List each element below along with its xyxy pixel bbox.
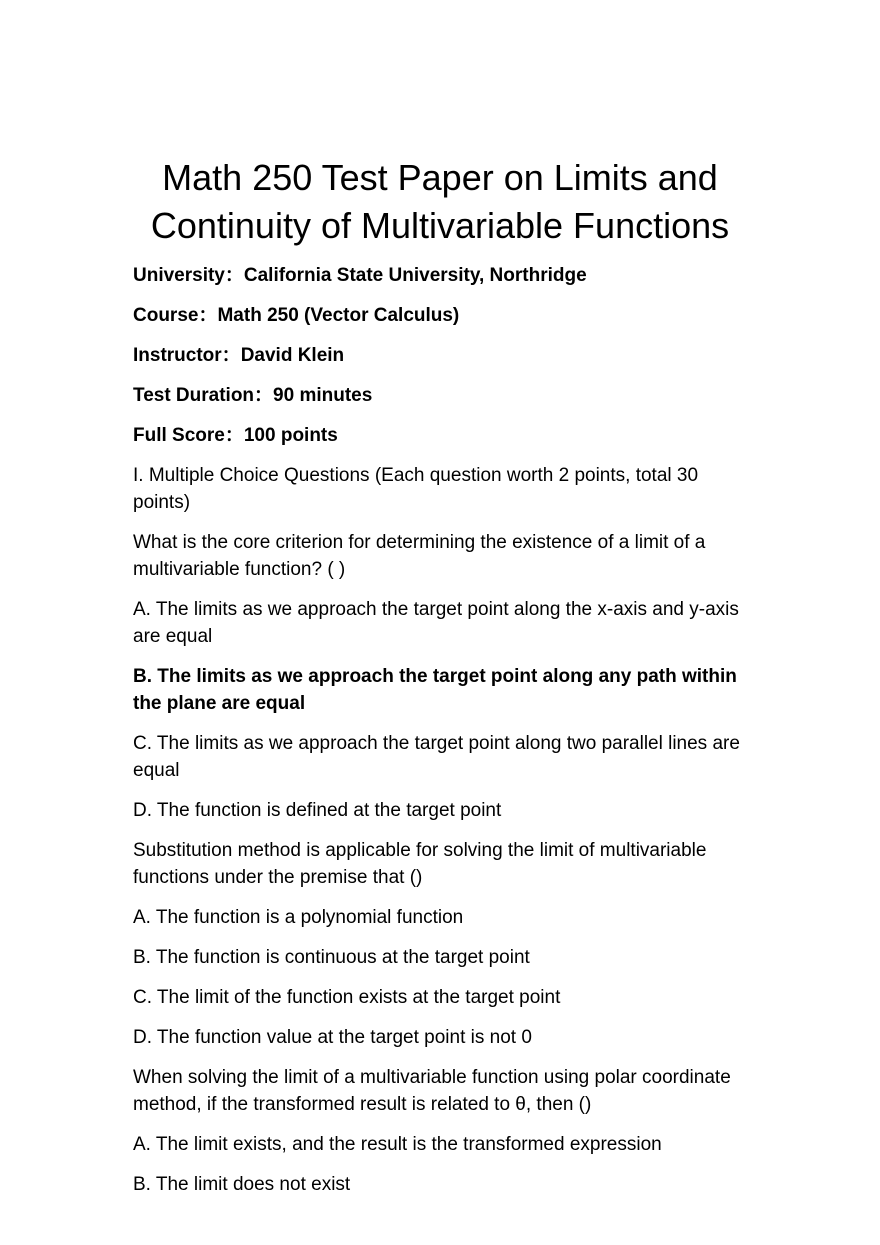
title-line-2: Continuity of Multivariable Functions bbox=[150, 205, 730, 246]
meta-value: California State University, Northridge bbox=[243, 265, 587, 286]
question-1-option-d: D. The function is defined at the target point bbox=[133, 800, 502, 821]
question-2-option-d: D. The function value at the target point is not 0 bbox=[133, 1027, 532, 1048]
meta-full-score bbox=[133, 422, 758, 449]
meta-university bbox=[133, 262, 758, 289]
question-2-option-b: B. The function is continuous at the target point bbox=[133, 947, 530, 968]
question-3-stem: When solving the limit of a multivariable function using polar coordinate method, if the transformed result is related to θ, then () bbox=[133, 1067, 731, 1115]
meta-course bbox=[133, 302, 758, 329]
meta-duration bbox=[133, 382, 758, 409]
page-title bbox=[100, 154, 780, 250]
question-3-option-a: A. The limit exists, and the result is the transformed expression bbox=[133, 1134, 662, 1155]
question-1-option-c: C. The limits as we approach the target point along two parallel lines are equal bbox=[133, 733, 740, 781]
question-2-option-a: A. The function is a polynomial function bbox=[133, 907, 464, 928]
meta-value: Math 250 (Vector Calculus) bbox=[217, 305, 460, 326]
question-1-stem: What is the core criterion for determining the existence of a limit of a multivariable function? ( ) bbox=[133, 532, 706, 580]
question-1-option-a: A. The limits as we approach the target point along the x-axis and y-axis are equal bbox=[133, 599, 739, 647]
question-2-option-c: C. The limit of the function exists at the target point bbox=[133, 987, 561, 1008]
title-line-1: Math 250 Test Paper on Limits and bbox=[162, 157, 718, 198]
question-1-option-b: B. The limits as we approach the target point along any path within the plane are equal bbox=[133, 666, 737, 714]
meta-label: University： bbox=[133, 265, 244, 286]
meta-instructor bbox=[133, 342, 758, 369]
meta-value: 100 points bbox=[243, 425, 338, 446]
section-heading: I. Multiple Choice Questions (Each question worth 2 points, total 30 points) bbox=[133, 465, 699, 513]
meta-label: Test Duration： bbox=[133, 385, 274, 406]
meta-value: David Klein bbox=[240, 345, 345, 366]
meta-label: Instructor： bbox=[133, 345, 241, 366]
question-2-stem: Substitution method is applicable for solving the limit of multivariable functions under the premise that () bbox=[133, 840, 707, 888]
question-3-option-b: B. The limit does not exist bbox=[133, 1174, 351, 1195]
meta-value: 90 minutes bbox=[273, 385, 373, 406]
meta-label: Full Score： bbox=[133, 425, 244, 446]
meta-label: Course： bbox=[133, 305, 218, 326]
document-body bbox=[133, 262, 758, 1211]
